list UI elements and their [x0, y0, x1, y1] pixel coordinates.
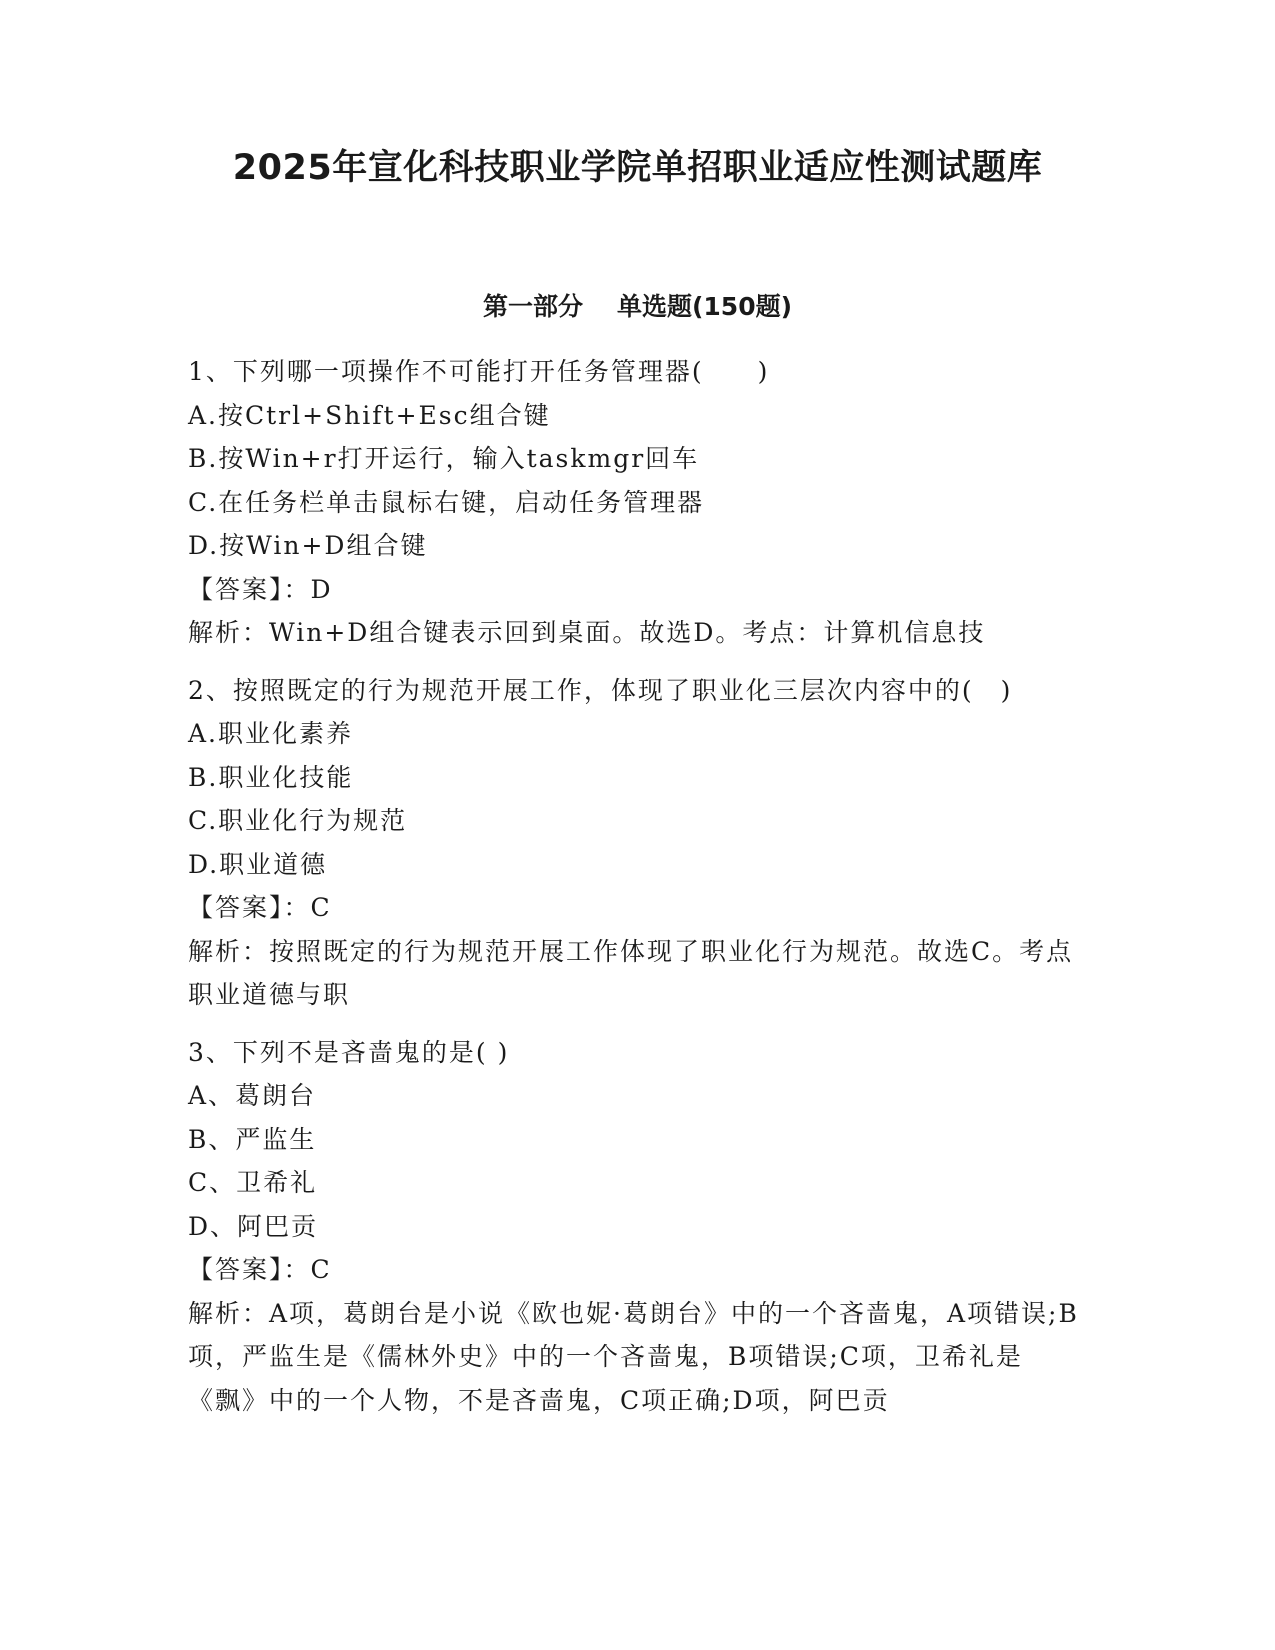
section-heading: [0, 290, 1275, 324]
option-c: C.职业化行为规范: [188, 806, 408, 835]
option-b: B.按Win+r打开运行，输入taskmgr回车: [188, 444, 700, 473]
option-d: D、阿巴贡: [188, 1211, 319, 1241]
document-title: 2025年宣化科技职业学院单招职业适应性测试题库: [232, 148, 1043, 188]
question-stem: 3、下列不是吝啬鬼的是( ): [188, 1037, 510, 1067]
analysis: 解析：按照既定的行为规范开展工作体现了职业化行为规范。故选C。考点职业道德与职: [188, 936, 1074, 1009]
option-c: C、卫希礼: [188, 1168, 318, 1197]
section-name: 单选题(150题): [616, 292, 793, 321]
option-a: A.职业化素养: [188, 719, 354, 748]
question-2: [188, 669, 1088, 1017]
answer: 【答案】：D: [188, 574, 333, 604]
option-a: A.按Ctrl+Shift+Esc组合键: [188, 400, 551, 430]
question-1: [188, 350, 1088, 655]
answer: 【答案】：C: [188, 1255, 332, 1284]
option-d: D.按Win+D组合键: [188, 531, 428, 560]
option-b: B、严监生: [188, 1124, 317, 1154]
answer: 【答案】：C: [188, 893, 332, 922]
option-b: B.职业化技能: [188, 762, 354, 792]
question-list: [188, 350, 1088, 1436]
question-3: [188, 1031, 1088, 1423]
option-c: C.在任务栏单击鼠标右键，启动任务管理器: [188, 487, 705, 517]
analysis: 解析：A项，葛朗台是小说《欧也妮·葛朗台》中的一个吝啬鬼，A项错误;B项，严监生是《儒林外史》中的一个吝啬鬼，B项错误;C项，卫希礼是《飘》中的一个人物，不是吝啬鬼，C项正确;D项，阿巴贡: [188, 1298, 1079, 1415]
analysis: 解析：Win+D组合键表示回到桌面。故选D。考点：计算机信息技: [188, 618, 986, 647]
option-a: A、葛朗台: [188, 1081, 317, 1110]
question-stem: 2、按照既定的行为规范开展工作，体现了职业化三层次内容中的( ): [188, 675, 1013, 705]
option-d: D.职业道德: [188, 849, 328, 879]
section-part: 第一部分: [482, 292, 583, 321]
question-stem: 1、下列哪一项操作不可能打开任务管理器( ): [188, 357, 770, 386]
